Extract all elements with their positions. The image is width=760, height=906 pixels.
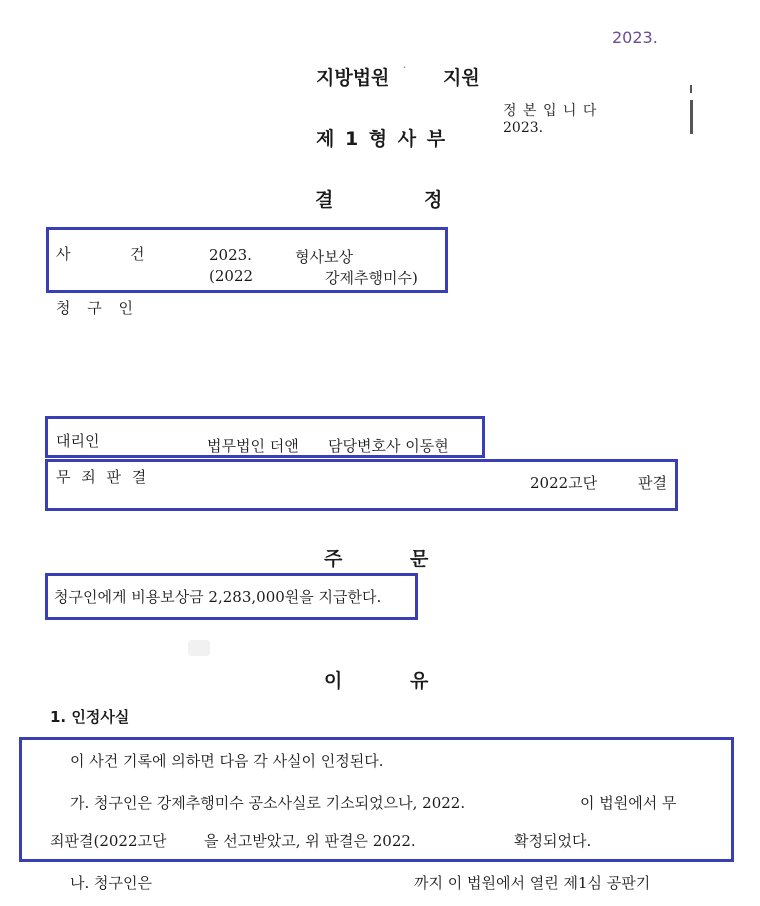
case-label-1: 사 [56, 245, 71, 263]
agent-label: 대리인 [56, 432, 100, 450]
reasons-line-2b: 이 법원에서 무 [580, 794, 677, 812]
order-text: 청구인에게 비용보상금 2,283,000원을 지급한다. [54, 588, 382, 606]
agent-firm: 법무법인 더앤 [207, 437, 299, 455]
agent-lawyer: 담당변호사 이동현 [328, 437, 449, 455]
court-branch: 지원 [443, 67, 480, 89]
scan-mark [690, 100, 693, 134]
reasons-title-left: 이 [324, 670, 343, 692]
reasons-line-3c: 확정되었다. [514, 832, 592, 850]
decision-title-right: 정 [424, 189, 443, 211]
stamp-year: 2023. [612, 28, 658, 47]
claimant-label: 청 구 인 [56, 299, 140, 317]
scan-artifact [188, 640, 210, 656]
acquittal-suffix: 판결 [638, 474, 667, 492]
section-1-heading: 1. 인정사실 [50, 708, 130, 726]
reasons-line-4b: 까지 이 법원에서 열린 제1심 공판기 [414, 874, 651, 892]
case-type: 형사보상 [295, 248, 353, 266]
order-title-left: 주 [324, 548, 343, 570]
certified-copy-label: 정 본 입 니 다 [503, 103, 598, 119]
reasons-line-4a: 나. 청구인은 [70, 874, 152, 892]
case-orig-charge: 강제추행미수) [325, 269, 418, 287]
case-orig-number: (2022 [209, 267, 254, 285]
decision-title-left: 결 [315, 189, 334, 211]
acquittal-label: 무 죄 판 결 [56, 468, 150, 486]
division-title: 제 1 형 사 부 [316, 128, 448, 150]
acquittal-case-number: 2022고단 [530, 474, 598, 492]
case-label-2: 건 [130, 245, 145, 263]
reasons-title-right: 유 [410, 670, 429, 692]
court-name-dot: · [403, 63, 407, 72]
reasons-line-2a: 가. 청구인은 강제추행미수 공소사실로 기소되었으나, 2022. [70, 794, 466, 812]
reasons-line-1: 이 사건 기록에 의하면 다음 각 사실이 인정된다. [70, 752, 384, 770]
certified-copy-year: 2023. [503, 120, 544, 136]
order-title-right: 문 [410, 548, 429, 570]
reasons-line-3a: 죄판결(2022고단 [50, 832, 167, 850]
scan-mark [690, 85, 692, 93]
reasons-line-3b: 을 선고받았고, 위 판결은 2022. [204, 832, 416, 850]
case-number: 2023. [209, 246, 252, 264]
court-name: 지방법원 [316, 67, 390, 89]
